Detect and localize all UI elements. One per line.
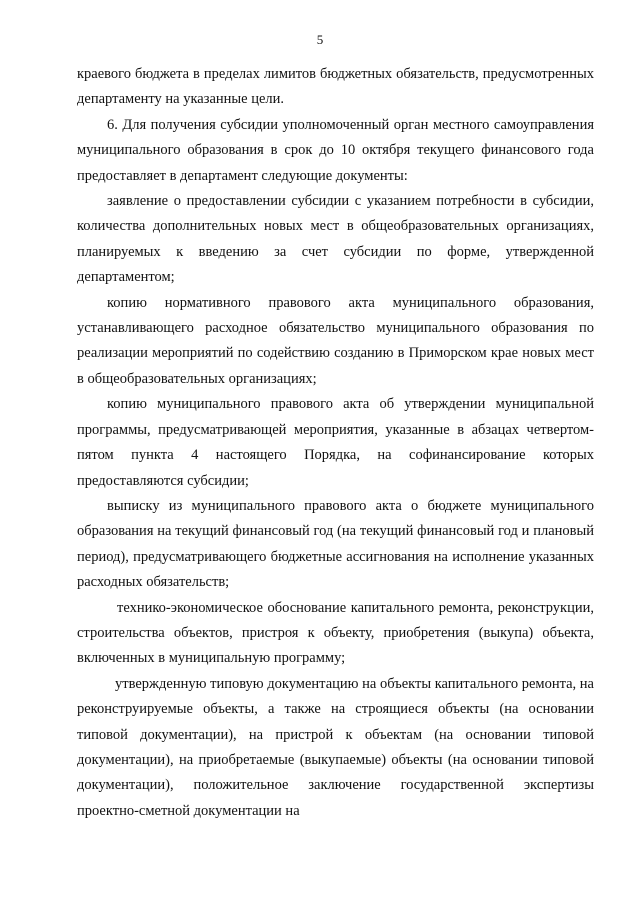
page-number: 5 [316,32,324,47]
paragraph-program-act-copy: копию муниципального правового акта об утверждении муниципальной программы, предусматривающей мероприятия, указанные в абзацах четвертом-пятом пункта 4 настоящего Порядка, на софинансирование которых предоставляются субсидии; [77,396,594,489]
paragraph-budget-limits: краевого бюджета в пределах лимитов бюджетных обязательств, предусмотренных департаменту на указанные цели. [77,66,594,108]
paragraph-feasibility-study: технико-экономическое обоснование капитального ремонта, реконструкции, строительства объектов, пристроя к объекту, приобретения (выкупа) объекта, включенных в муниципальную программу; [77,599,594,667]
paragraph-item-6: 6. Для получения субсидии уполномоченный орган местного самоуправления муниципального образования в срок до 10 октября текущего финансового года предоставляет в департамент следующие документы: [77,116,594,184]
paragraph-standard-documentation: утвержденную типовую документацию на объекты капитального ремонта, на реконструируемые объекты, а также на строящиеся объекты (на основании типовой документации), на пристрой к объектам (на основании типовой документации), на приобретаемые (выкупаемые) объекты (на основании типовой документации), положительное заключение государственной экспертизы проектно-сметной документации на [77,675,594,819]
document-body [77,62,594,824]
paragraph-normative-act-copy: копию нормативного правового акта муниципального образования, устанавливающего расходное обязательство муниципального образования по реализации мероприятий по содействию созданию в Приморском крае новых мест в общеобразовательных организациях; [77,294,594,387]
paragraph-application: заявление о предоставлении субсидии с указанием потребности в субсидии, количества дополнительных новых мест в общеобразовательных организациях, планируемых к введению за счет субсидии по форме, утвержденной департаментом; [77,193,594,286]
paragraph-budget-extract: выписку из муниципального правового акта о бюджете муниципального образования на текущий финансовый год (на текущий финансовый год и плановый период), предусматривающего бюджетные ассигнования на исполнение указанных расходных обязательств; [77,497,594,591]
